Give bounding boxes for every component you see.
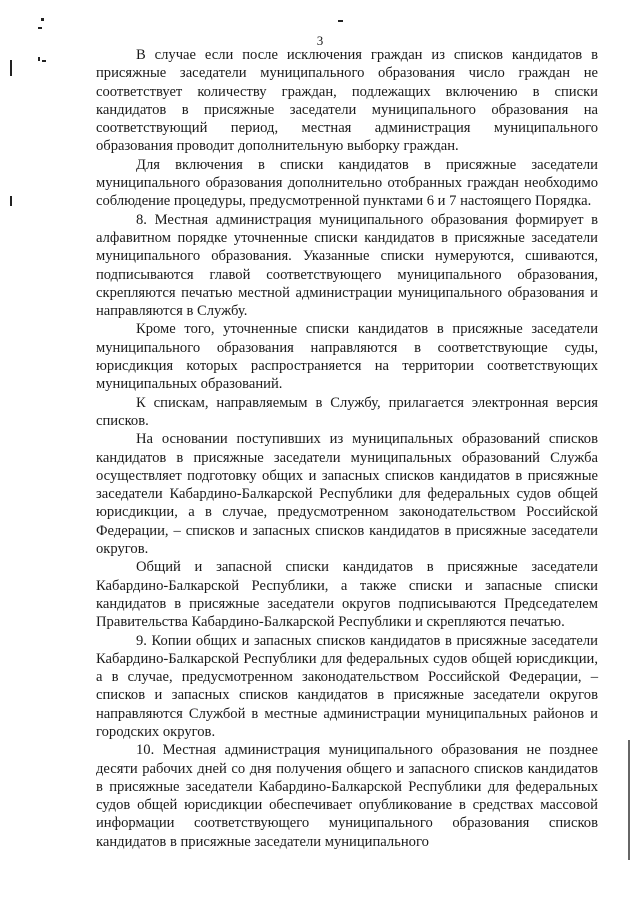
scan-mark bbox=[628, 740, 630, 860]
scan-mark bbox=[41, 18, 44, 21]
paragraph: 10. Местная администрация муниципального образования не позднее десяти рабочих дней со дня получения общего и запасного списков кандидатов в присяжные заседатели Кабардино-Балкарской Республики для федеральных судов общей юрисдикции обеспечивает опубликование в средствах массовой информации соответствующего муниципального образования списков кандидатов в присяжные заседатели муниципального bbox=[96, 742, 598, 850]
paragraph: Кроме того, уточненные списки кандидатов в присяжные заседатели муниципального образования направляются в соответствующие суды, юрисдикция которых распространяется на территории соответствующих муниципальных образований. bbox=[96, 321, 598, 393]
paragraph: 9. Копии общих и запасных списков кандидатов в присяжные заседатели Кабардино-Балкарской Республики для федеральных судов общей юрисдикции, а в случае, предусмотренном законодательством Российской Федерации, – списков и запасных списков кандидатов в присяжные заседатели округов направляются Службой в местные администрации муниципальных районов и городских округов. bbox=[96, 632, 598, 740]
body-text bbox=[96, 46, 598, 851]
paragraph: К спискам, направляемым в Службу, прилагается электронная версия списков. bbox=[96, 394, 598, 429]
page-number: 3 bbox=[316, 33, 324, 48]
scan-mark bbox=[338, 20, 343, 22]
scan-mark bbox=[42, 60, 46, 62]
scan-mark bbox=[38, 57, 40, 61]
scan-mark bbox=[10, 60, 12, 76]
paragraph: 8. Местная администрация муниципального образования формирует в алфавитном порядке уточненные списки кандидатов в присяжные заседатели муниципального образования. Указанные списки нумеруются, сшиваются, подписываются главой соответствующего муниципального образования, скрепляются печатью местной администрации муниципального образования и направляются в Службу. bbox=[96, 211, 598, 320]
paragraph: Общий и запасной списки кандидатов в присяжные заседатели Кабардино-Балкарской Республики, а также списки и запасные списки кандидатов в присяжные заседатели округов подписываются Председателем Правительства Кабардино-Балкарской Республики и скрепляются печатью. bbox=[96, 559, 598, 631]
scan-mark bbox=[10, 196, 12, 206]
paragraph: Для включения в списки кандидатов в присяжные заседатели муниципального образования дополнительно отобранных граждан необходимо соблюдение процедуры, предусмотренной пунктами 6 и 7 настоящего Порядка. bbox=[96, 156, 598, 210]
paragraph: На основании поступивших из муниципальных образований списков кандидатов в присяжные заседатели муниципальных образований Служба осуществляет подготовку общих и запасных списков кандидатов в присяжные заседатели Кабардино-Балкарской Республики для федеральных судов общей юрисдикции, а в случае, предусмотренном законодательством Российской Федерации, – списков и запасных списков кандидатов в присяжные заседатели округов. bbox=[96, 431, 598, 558]
scan-mark bbox=[38, 27, 42, 29]
paragraph: В случае если после исключения граждан из списков кандидатов в присяжные заседатели муниципального образования число граждан не соответствует количеству граждан, подлежащих включению в списки кандидатов в присяжные заседатели муниципального образования на соответствующий период, местная администрация муниципального образования проводит дополнительную выборку граждан. bbox=[96, 47, 598, 155]
